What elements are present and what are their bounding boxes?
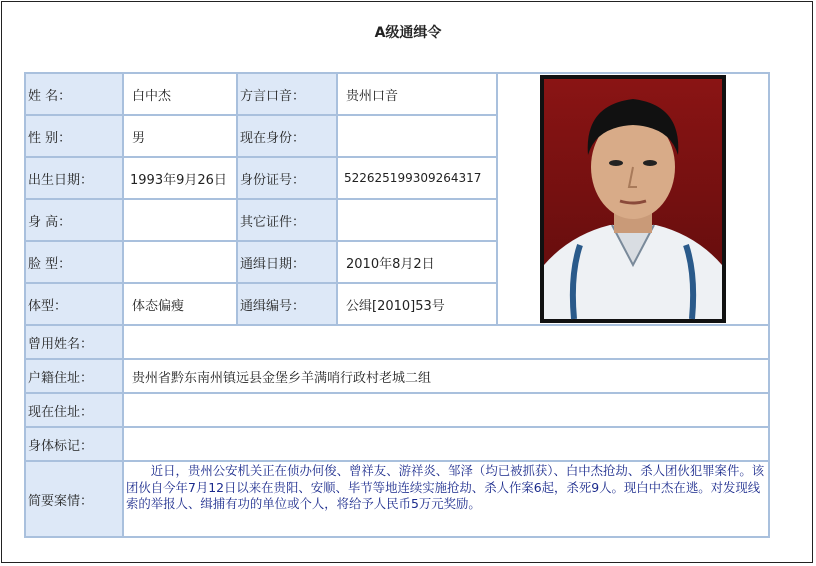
wanted-info-table bbox=[24, 72, 770, 538]
former-name-value bbox=[122, 324, 770, 360]
photo-cell bbox=[496, 72, 770, 326]
accent-value: 贵州口音 bbox=[336, 72, 498, 116]
name-label: 姓 名： bbox=[24, 72, 124, 116]
height-value bbox=[122, 198, 238, 242]
identity-label: 现在身份： bbox=[236, 114, 338, 158]
name-value: 白中杰 bbox=[122, 72, 238, 116]
idno-label: 身份证号： bbox=[236, 156, 338, 200]
sex-value: 男 bbox=[122, 114, 238, 158]
page-title: A级通缉令 bbox=[374, 25, 442, 41]
wanted-no-label: 通缉编号： bbox=[236, 282, 338, 326]
current-address-label: 现在住址： bbox=[24, 392, 124, 428]
sex-label: 性 别： bbox=[24, 114, 124, 158]
wanted-date-label: 通缉日期： bbox=[236, 240, 338, 284]
suspect-photo bbox=[540, 75, 726, 323]
height-label: 身 高： bbox=[24, 198, 124, 242]
current-address-value bbox=[122, 392, 770, 428]
dob-value: 1993年9月26日 bbox=[122, 156, 238, 200]
other-id-label: 其它证件： bbox=[236, 198, 338, 242]
build-value: 体态偏瘦 bbox=[122, 282, 238, 326]
case-summary-text: 近日，贵州公安机关正在侦办何俊、曾祥友、游祥炎、邹泽（均已被抓获）、白中杰抢劫、杀人团伙犯罪案件。该团伙自今年7月12日以来在贵阳、安顺、毕节等地连续实施抢劫、杀人作案6起，杀死9人。现白中杰在逃。对发现线索的举报人、缉捕有功的单位或个人，将给予人民币5万元奖励。 bbox=[122, 460, 770, 538]
dob-label: 出生日期： bbox=[24, 156, 124, 200]
identity-value bbox=[336, 114, 498, 158]
idno-value: 522625199309264317 bbox=[336, 156, 498, 200]
former-name-label: 曾用姓名： bbox=[24, 324, 124, 360]
wanted-no-value: 公缉[2010]53号 bbox=[336, 282, 498, 326]
case-summary-label: 简要案情： bbox=[24, 460, 124, 538]
other-id-value bbox=[336, 198, 498, 242]
face-value bbox=[122, 240, 238, 284]
wanted-date-value: 2010年8月2日 bbox=[336, 240, 498, 284]
portrait-image bbox=[540, 75, 726, 323]
accent-label: 方言口音： bbox=[236, 72, 338, 116]
build-label: 体型： bbox=[24, 282, 124, 326]
body-marks-value bbox=[122, 426, 770, 462]
face-label: 脸 型： bbox=[24, 240, 124, 284]
hukou-label: 户籍住址： bbox=[24, 358, 124, 394]
hukou-value: 贵州省黔东南州镇远县金堡乡羊满哨行政村老城二组 bbox=[122, 358, 770, 394]
body-marks-label: 身体标记： bbox=[24, 426, 124, 462]
